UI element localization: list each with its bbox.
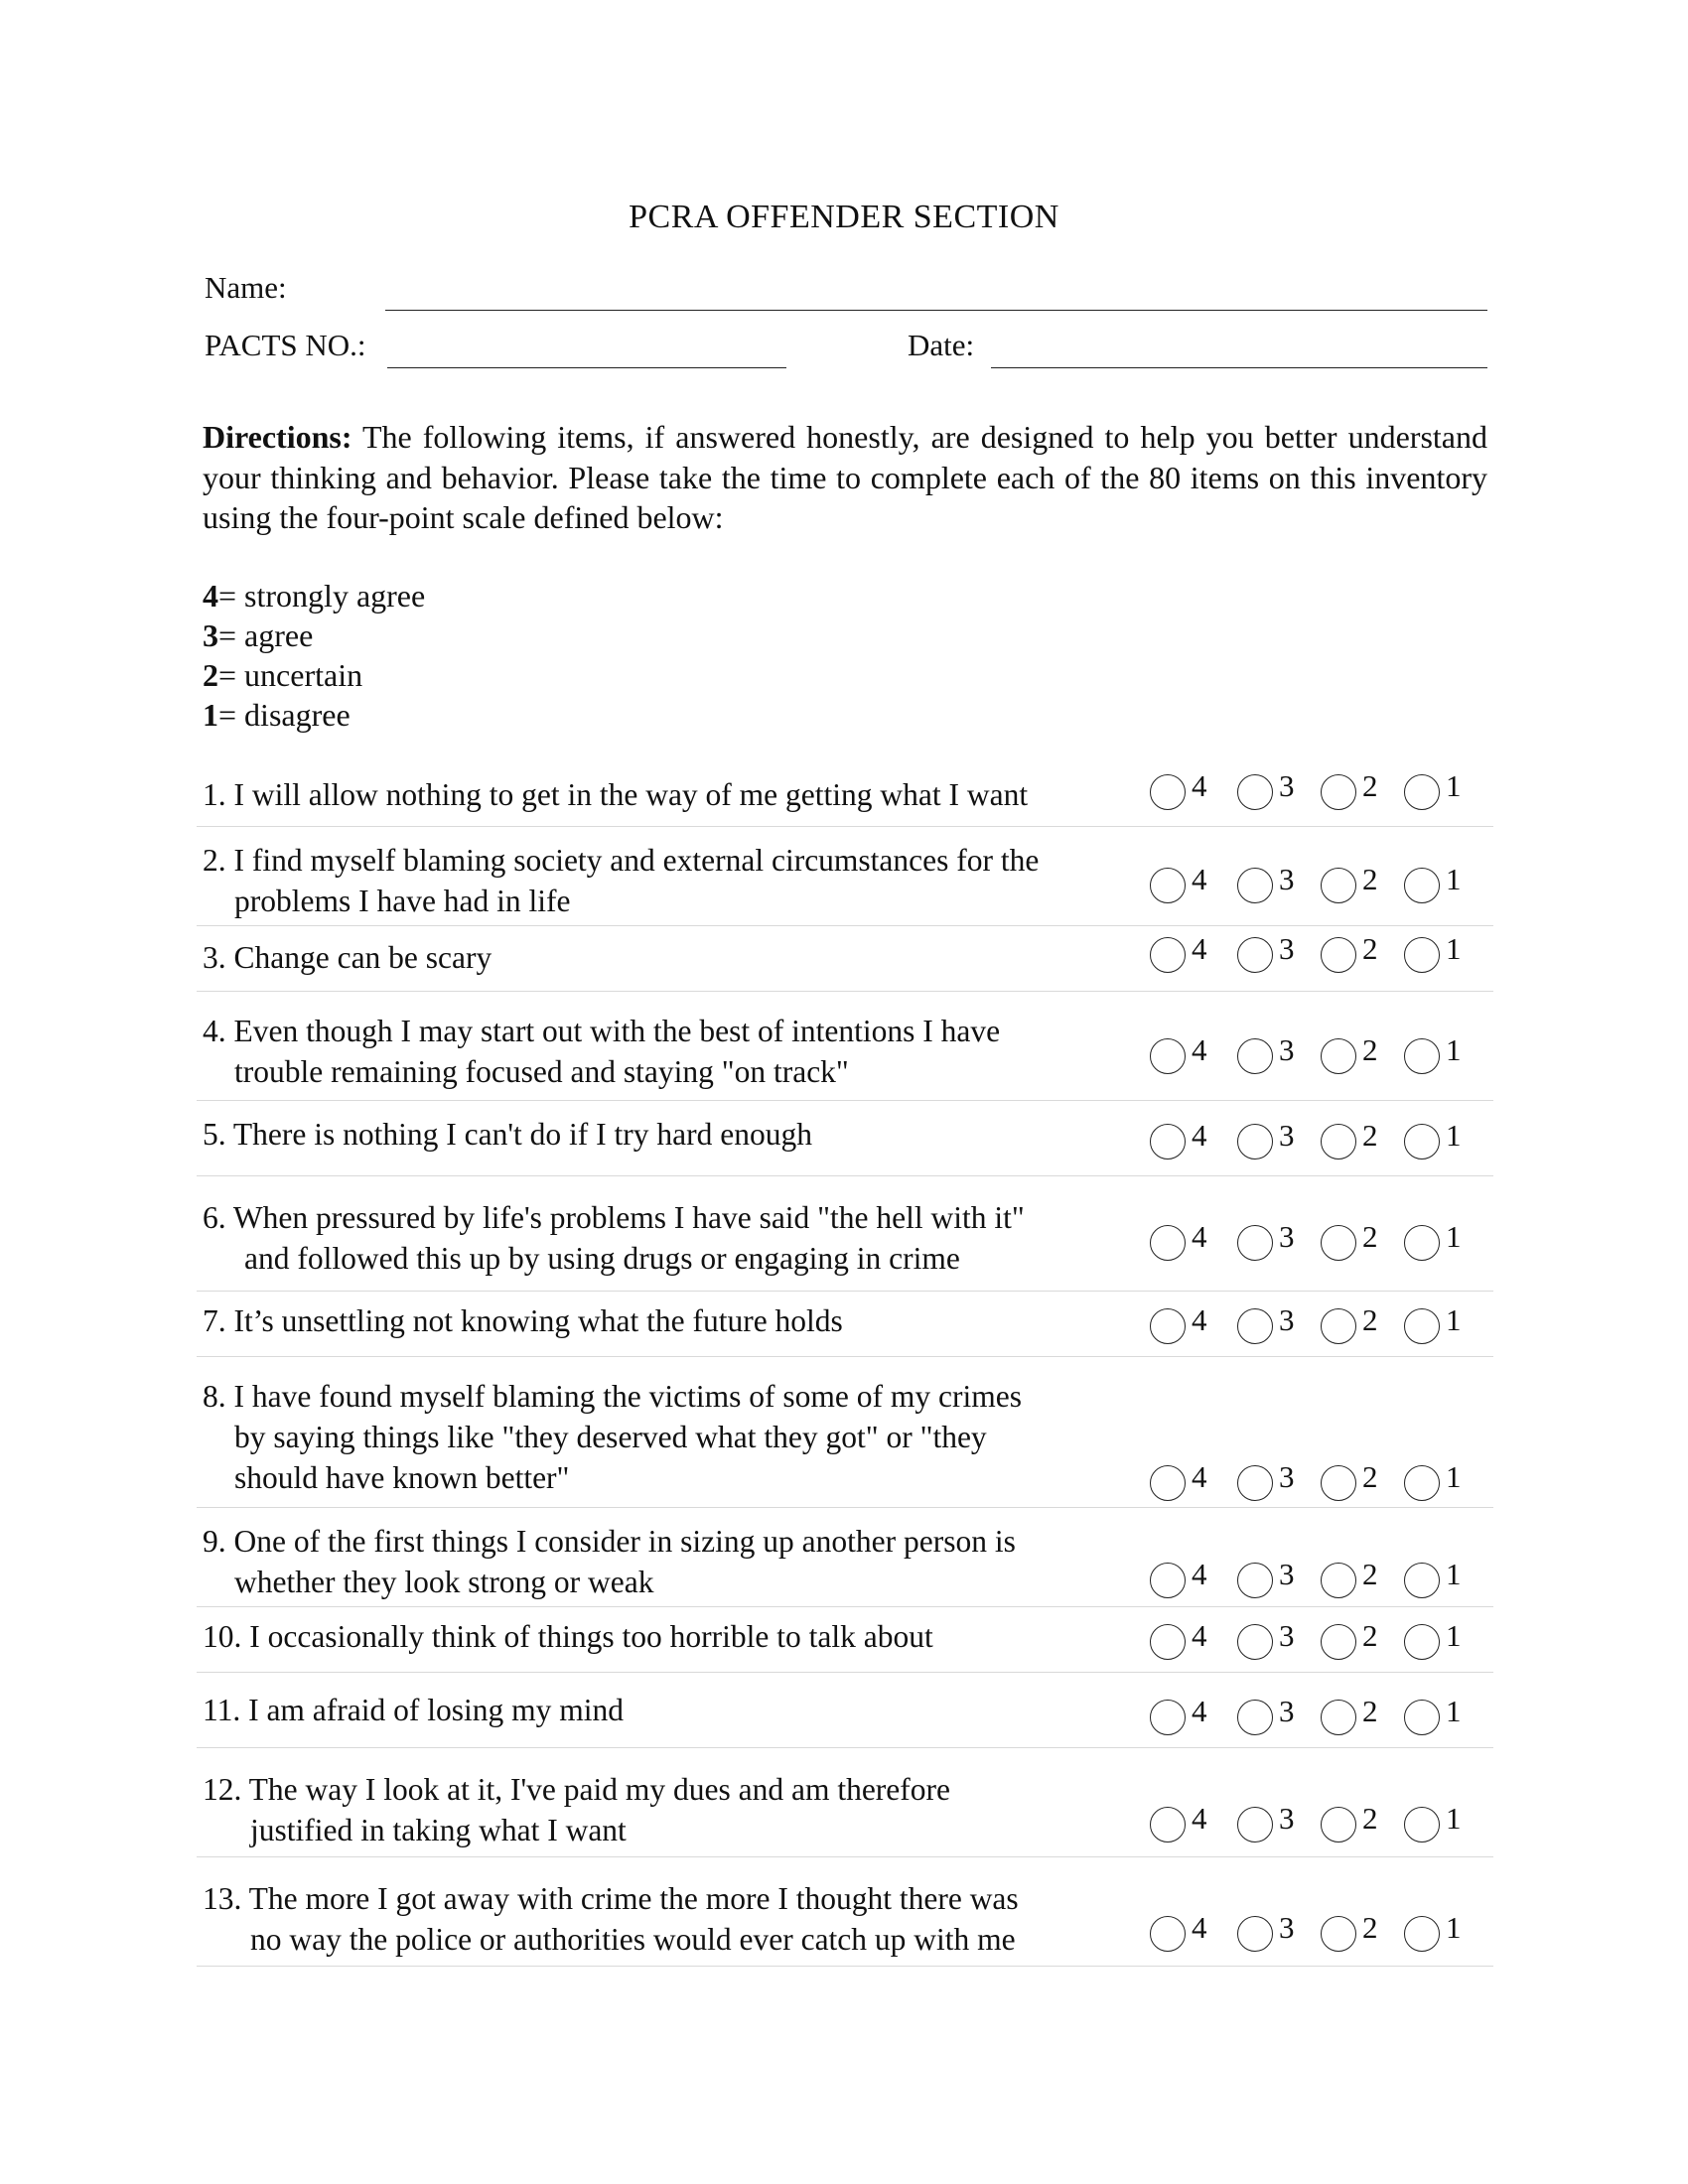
- pacts-number-field[interactable]: [387, 367, 786, 368]
- radio-circle[interactable]: [1237, 774, 1273, 810]
- question-line: by saying things like "they deserved what they got" or "they: [234, 1420, 987, 1454]
- rating-label: 4: [1192, 931, 1207, 966]
- rating-options: [1150, 1910, 1487, 1954]
- radio-circle[interactable]: [1237, 1225, 1273, 1261]
- directions-label: Directions:: [203, 419, 352, 455]
- question-line: no way the police or authorities would ever catch up with me: [250, 1922, 1016, 1957]
- radio-circle[interactable]: [1150, 1624, 1186, 1660]
- rating-label: 4: [1192, 1118, 1207, 1153]
- question-text: [203, 937, 492, 978]
- question-line: problems I have had in life: [234, 884, 571, 918]
- question-line: should have known better": [234, 1460, 570, 1495]
- rating-options: [1150, 1219, 1487, 1263]
- radio-circle[interactable]: [1404, 937, 1440, 973]
- radio-circle[interactable]: [1237, 1807, 1273, 1843]
- rating-options: [1150, 931, 1487, 975]
- radio-circle[interactable]: [1150, 868, 1186, 903]
- rating-label: 2: [1362, 1302, 1378, 1337]
- question-row: [197, 1856, 1493, 1967]
- rating-label: 1: [1446, 1118, 1462, 1153]
- rating-label: 3: [1279, 1302, 1295, 1337]
- question-text: [203, 1769, 950, 1850]
- rating-label: 4: [1192, 1557, 1207, 1591]
- radio-circle[interactable]: [1150, 937, 1186, 973]
- radio-circle[interactable]: [1237, 1465, 1273, 1501]
- question-text: [203, 840, 1039, 921]
- radio-circle[interactable]: [1404, 1225, 1440, 1261]
- rating-label: 1: [1446, 1302, 1462, 1337]
- rating-options: [1150, 1118, 1487, 1161]
- question-line: 13. The more I got away with crime the more I thought there was: [203, 1881, 1019, 1916]
- radio-circle[interactable]: [1404, 1308, 1440, 1344]
- rating-label: 1: [1446, 1459, 1462, 1494]
- question-row: [197, 1100, 1493, 1176]
- radio-circle[interactable]: [1404, 868, 1440, 903]
- rating-label: 4: [1192, 1694, 1207, 1728]
- question-row: [197, 1507, 1493, 1607]
- question-line: 12. The way I look at it, I've paid my dues and am therefore: [203, 1772, 950, 1807]
- rating-label: 4: [1192, 1618, 1207, 1653]
- page-title: PCRA OFFENDER SECTION: [629, 199, 1059, 235]
- radio-circle[interactable]: [1321, 1700, 1356, 1735]
- radio-circle[interactable]: [1321, 1563, 1356, 1598]
- rating-label: 2: [1362, 1118, 1378, 1153]
- question-text: [203, 774, 1028, 815]
- date-label: Date:: [908, 328, 975, 362]
- rating-label: 1: [1446, 1801, 1462, 1836]
- radio-circle[interactable]: [1321, 1916, 1356, 1952]
- radio-circle[interactable]: [1150, 1124, 1186, 1160]
- radio-circle[interactable]: [1321, 937, 1356, 973]
- rating-label: 3: [1279, 1557, 1295, 1591]
- rating-label: 3: [1279, 1032, 1295, 1067]
- rating-label: 4: [1192, 768, 1207, 803]
- radio-circle[interactable]: [1237, 1563, 1273, 1598]
- radio-circle[interactable]: [1404, 774, 1440, 810]
- question-line: 11. I am afraid of losing my mind: [203, 1693, 625, 1727]
- question-line: trouble remaining focused and staying "on track": [234, 1054, 849, 1089]
- rating-options: [1150, 1618, 1487, 1662]
- radio-circle[interactable]: [1321, 1308, 1356, 1344]
- pacts-label: PACTS NO.:: [205, 328, 366, 362]
- radio-circle[interactable]: [1150, 1700, 1186, 1735]
- radio-circle[interactable]: [1321, 1624, 1356, 1660]
- scale-row: 2= uncertain: [203, 657, 363, 693]
- question-row: [197, 1747, 1493, 1857]
- rating-options: [1150, 1694, 1487, 1737]
- radio-circle[interactable]: [1237, 1124, 1273, 1160]
- rating-label: 2: [1362, 768, 1378, 803]
- question-line: 7. It’s unsettling not knowing what the future holds: [203, 1303, 843, 1338]
- radio-circle[interactable]: [1150, 1465, 1186, 1501]
- question-text: [203, 1616, 933, 1657]
- rating-label: 3: [1279, 931, 1295, 966]
- radio-circle[interactable]: [1404, 1700, 1440, 1735]
- rating-label: 2: [1362, 1910, 1378, 1945]
- radio-circle[interactable]: [1321, 1124, 1356, 1160]
- radio-circle[interactable]: [1150, 774, 1186, 810]
- question-row: [197, 1606, 1493, 1673]
- radio-circle[interactable]: [1321, 1807, 1356, 1843]
- question-text: [203, 1376, 1022, 1498]
- question-row: [197, 1291, 1493, 1357]
- rating-label: 1: [1446, 1557, 1462, 1591]
- radio-circle[interactable]: [1150, 1916, 1186, 1952]
- radio-circle[interactable]: [1404, 1124, 1440, 1160]
- question-row: [197, 925, 1493, 992]
- scale-row: 4= strongly agree: [203, 578, 426, 614]
- rating-label: 3: [1279, 862, 1295, 896]
- radio-circle[interactable]: [1150, 1038, 1186, 1074]
- radio-circle[interactable]: [1150, 1308, 1186, 1344]
- question-line: 8. I have found myself blaming the victims of some of my crimes: [203, 1379, 1022, 1414]
- rating-options: [1150, 1032, 1487, 1076]
- rating-options: [1150, 1801, 1487, 1844]
- question-text: [203, 1878, 1019, 1960]
- rating-label: 3: [1279, 1459, 1295, 1494]
- rating-label: 2: [1362, 1618, 1378, 1653]
- rating-options: [1150, 1557, 1487, 1600]
- radio-circle[interactable]: [1321, 868, 1356, 903]
- rating-label: 2: [1362, 1032, 1378, 1067]
- rating-label: 2: [1362, 1801, 1378, 1836]
- question-line: 3. Change can be scary: [203, 940, 492, 975]
- radio-circle[interactable]: [1404, 1563, 1440, 1598]
- rating-label: 4: [1192, 862, 1207, 896]
- rating-label: 1: [1446, 768, 1462, 803]
- question-text: [203, 1197, 1025, 1279]
- question-line: 1. I will allow nothing to get in the way of me getting what I want: [203, 777, 1029, 812]
- rating-label: 3: [1279, 1219, 1295, 1254]
- scale-row: 3= agree: [203, 617, 314, 653]
- scale-legend: [203, 576, 425, 735]
- radio-circle[interactable]: [1404, 1038, 1440, 1074]
- rating-options: [1150, 1459, 1487, 1503]
- rating-label: 1: [1446, 862, 1462, 896]
- radio-circle[interactable]: [1237, 1916, 1273, 1952]
- rating-label: 3: [1279, 1618, 1295, 1653]
- radio-circle[interactable]: [1404, 1807, 1440, 1843]
- rating-label: 3: [1279, 1694, 1295, 1728]
- rating-label: 2: [1362, 1459, 1378, 1494]
- question-text: [203, 1521, 1016, 1602]
- question-text: [203, 1300, 843, 1341]
- question-row: [197, 1175, 1493, 1292]
- question-row: [197, 1356, 1493, 1508]
- question-line: 2. I find myself blaming society and external circumstances for the: [203, 843, 1040, 878]
- rating-label: 4: [1192, 1801, 1207, 1836]
- scale-row: 1= disagree: [203, 697, 351, 733]
- date-field[interactable]: [991, 367, 1487, 368]
- rating-label: 2: [1362, 1557, 1378, 1591]
- radio-circle[interactable]: [1321, 774, 1356, 810]
- radio-circle[interactable]: [1237, 937, 1273, 973]
- radio-circle[interactable]: [1237, 1038, 1273, 1074]
- question-line: justified in taking what I want: [250, 1813, 627, 1847]
- question-line: 6. When pressured by life's problems I have said "the hell with it": [203, 1200, 1025, 1235]
- radio-circle[interactable]: [1404, 1916, 1440, 1952]
- directions: [203, 417, 1487, 538]
- question-line: 5. There is nothing I can't do if I try hard enough: [203, 1117, 812, 1152]
- rating-label: 3: [1279, 1910, 1295, 1945]
- rating-label: 1: [1446, 1694, 1462, 1728]
- radio-circle[interactable]: [1404, 1624, 1440, 1660]
- question-row: [197, 991, 1493, 1101]
- rating-label: 4: [1192, 1219, 1207, 1254]
- radio-circle[interactable]: [1150, 1225, 1186, 1261]
- question-row: [197, 1672, 1493, 1748]
- rating-label: 3: [1279, 768, 1295, 803]
- question-line: and followed this up by using drugs or engaging in crime: [244, 1241, 960, 1276]
- rating-label: 3: [1279, 1118, 1295, 1153]
- radio-circle[interactable]: [1237, 1700, 1273, 1735]
- rating-label: 1: [1446, 1618, 1462, 1653]
- rating-label: 1: [1446, 931, 1462, 966]
- rating-options: [1150, 1302, 1487, 1346]
- directions-text: The following items, if answered honestly, are designed to help you better understand your thinking and behavior. Please take the time to complete each of the 80 items on this inventory using the four-point scale defined below:: [203, 419, 1488, 535]
- rating-label: 4: [1192, 1910, 1207, 1945]
- rating-label: 3: [1279, 1801, 1295, 1836]
- question-text: [203, 1690, 624, 1730]
- question-row: [197, 762, 1493, 827]
- question-text: [203, 1114, 812, 1155]
- rating-label: 1: [1446, 1219, 1462, 1254]
- rating-options: [1150, 768, 1487, 812]
- radio-circle[interactable]: [1150, 1807, 1186, 1843]
- radio-circle[interactable]: [1321, 1038, 1356, 1074]
- name-field[interactable]: [385, 310, 1487, 311]
- rating-label: 2: [1362, 1694, 1378, 1728]
- question-text: [203, 1011, 1000, 1092]
- radio-circle[interactable]: [1404, 1465, 1440, 1501]
- radio-circle[interactable]: [1237, 1624, 1273, 1660]
- question-line: 10. I occasionally think of things too horrible to talk about: [203, 1619, 933, 1654]
- radio-circle[interactable]: [1237, 868, 1273, 903]
- rating-label: 2: [1362, 931, 1378, 966]
- rating-label: 4: [1192, 1302, 1207, 1337]
- question-line: 9. One of the first things I consider in sizing up another person is: [203, 1524, 1016, 1559]
- name-label: Name:: [205, 270, 287, 305]
- rating-label: 1: [1446, 1032, 1462, 1067]
- radio-circle[interactable]: [1321, 1225, 1356, 1261]
- rating-label: 2: [1362, 862, 1378, 896]
- question-line: whether they look strong or weak: [234, 1565, 654, 1599]
- radio-circle[interactable]: [1321, 1465, 1356, 1501]
- rating-label: 2: [1362, 1219, 1378, 1254]
- rating-label: 4: [1192, 1459, 1207, 1494]
- question-row: [197, 826, 1493, 926]
- rating-label: 4: [1192, 1032, 1207, 1067]
- radio-circle[interactable]: [1237, 1308, 1273, 1344]
- radio-circle[interactable]: [1150, 1563, 1186, 1598]
- rating-options: [1150, 862, 1487, 905]
- question-line: 4. Even though I may start out with the best of intentions I have: [203, 1014, 1001, 1048]
- rating-label: 1: [1446, 1910, 1462, 1945]
